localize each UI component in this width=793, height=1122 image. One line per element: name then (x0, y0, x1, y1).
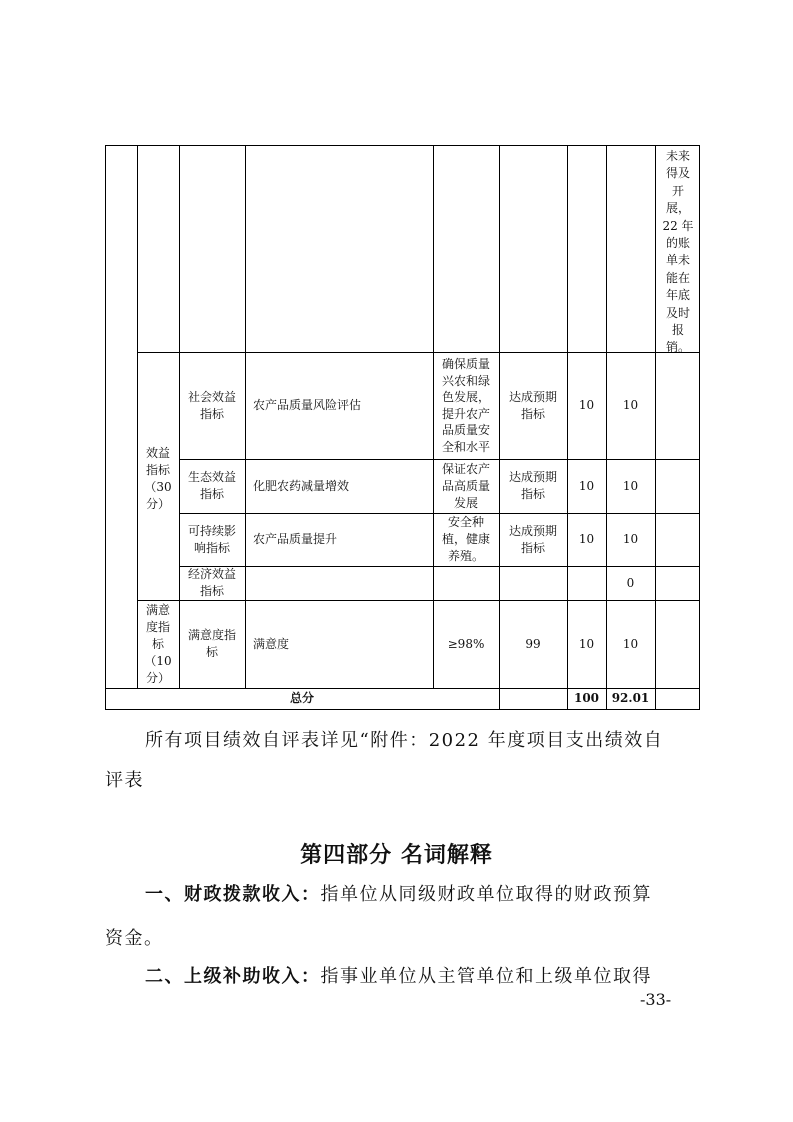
row-category: 生态效益 指标 (187, 470, 236, 501)
row-indicator (245, 566, 433, 600)
group-benefit-label: 效益 指标 （30 分） (144, 446, 172, 511)
group-satisfaction-label: 满意 度指 标 （10 分） (144, 602, 172, 685)
row-weight: 10 (578, 478, 595, 493)
row-category: 满意度指 标 (187, 628, 236, 659)
paragraph-line: 评表 (105, 770, 144, 791)
row-score: 10 (622, 398, 639, 412)
row-target (433, 566, 499, 600)
definition-item-2 (145, 962, 652, 988)
row-actual (499, 566, 567, 600)
row-score: 10 (622, 636, 639, 651)
row-score: 10 (622, 478, 639, 493)
row-score: 0 (626, 575, 635, 590)
row-indicator: 农产品质量提升 (253, 532, 338, 546)
row-actual: 99 (525, 636, 541, 651)
row-category: 经济效益 指标 (187, 567, 236, 598)
row-target: 保证农产 品高质量 发展 (441, 461, 490, 510)
row-weight (567, 566, 606, 600)
row-category: 社会效益 指标 (187, 389, 236, 421)
paragraph-line: 所有项目绩效自评表详见“附件：2022 年度项目支出绩效自 (145, 730, 664, 751)
row-target: 确保质量 兴农和绿 色发展， 提升农产 品质量安 全和水平 (441, 357, 490, 454)
section-heading: 第四部分 名词解释 (300, 842, 493, 868)
row-indicator: 化肥农药减量增效 (253, 478, 350, 493)
row-actual: 达成预期 指标 (508, 389, 557, 421)
row-weight: 10 (578, 532, 595, 546)
page-number: -33- (640, 990, 672, 1009)
row-category: 可持续影 响指标 (187, 523, 236, 555)
definition-term: 二、上级补助收入： (145, 966, 321, 987)
row-weight: 10 (578, 636, 595, 651)
row-indicator: 满意度 (253, 636, 290, 651)
row-actual: 达成预期 指标 (508, 523, 557, 555)
row-actual: 达成预期 指标 (508, 470, 557, 501)
total-label: 总分 (289, 691, 314, 705)
row-indicator: 农产品质量风险评估 (253, 398, 362, 412)
remark-cell: 未来 得及 开 展， 22 年 的账 单未 能在 年底 及时 报 销。 (662, 149, 694, 355)
definition-item-1 (145, 880, 652, 906)
total-weight: 100 (573, 691, 600, 705)
row-target: ≥98% (447, 636, 485, 651)
row-score: 10 (622, 532, 639, 546)
row-target: 安全种 植，健康 养殖。 (441, 515, 490, 563)
row-weight: 10 (578, 398, 595, 412)
definition-text: 指单位从同级财政单位取得的财政预算 (320, 884, 652, 905)
paragraph-line: 资金。 (105, 928, 164, 949)
definition-term: 一、财政拨款收入： (145, 884, 321, 905)
definition-text: 指事业单位从主管单位和上级单位取得 (320, 966, 652, 987)
total-score: 92.01 (611, 691, 650, 705)
